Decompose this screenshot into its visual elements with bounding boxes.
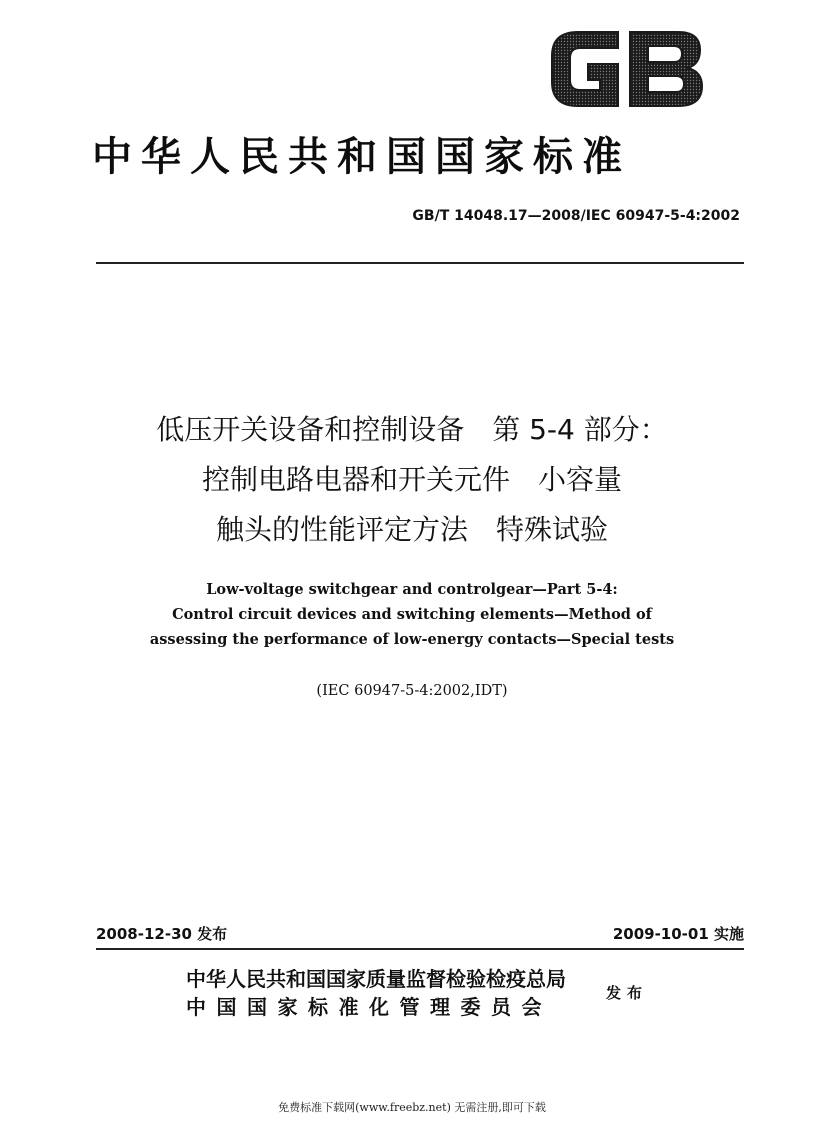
title-en-line-2: Control circuit devices and switching elements—Method of bbox=[172, 606, 652, 623]
issue-date: 2008-12-30 发布 bbox=[96, 925, 228, 943]
footer-divider bbox=[96, 948, 744, 950]
standard-number: GB/T 14048.17—2008/IEC 60947-5-4:2002 bbox=[412, 208, 740, 224]
gb-logo bbox=[548, 28, 706, 110]
publisher-aqsiq: 中华人民共和国国家质量监督检验检疫总局 bbox=[186, 967, 566, 991]
title-en-line-1: Low-voltage switchgear and controlgear—Part 5-4: bbox=[206, 581, 618, 598]
title-cn-line-2: 控制电路电器和开关元件 小容量 bbox=[201, 463, 622, 496]
title-cn-line-1: 低压开关设备和控制设备 第 5-4 部分： bbox=[156, 413, 668, 446]
download-note: 免费标准下载网(www.freebz.net) 无需注册,即可下载 bbox=[278, 1101, 546, 1114]
title-cn-line-3: 触头的性能评定方法 特殊试验 bbox=[215, 513, 608, 546]
standard-title: 中华人民共和国国家标准 bbox=[92, 133, 631, 180]
gb-logo-graphic bbox=[548, 28, 706, 110]
implementation-date: 2009-10-01 实施 bbox=[612, 925, 744, 943]
equivalence-note: (IEC 60947-5-4:2002,IDT) bbox=[316, 683, 508, 699]
header-divider bbox=[96, 262, 744, 264]
title-en-line-3: assessing the performance of low-energy contacts—Special tests bbox=[149, 631, 675, 648]
publisher-sac: 中国国家标准化管理委员会 bbox=[186, 995, 552, 1019]
publish-label: 发布 bbox=[606, 984, 649, 1002]
